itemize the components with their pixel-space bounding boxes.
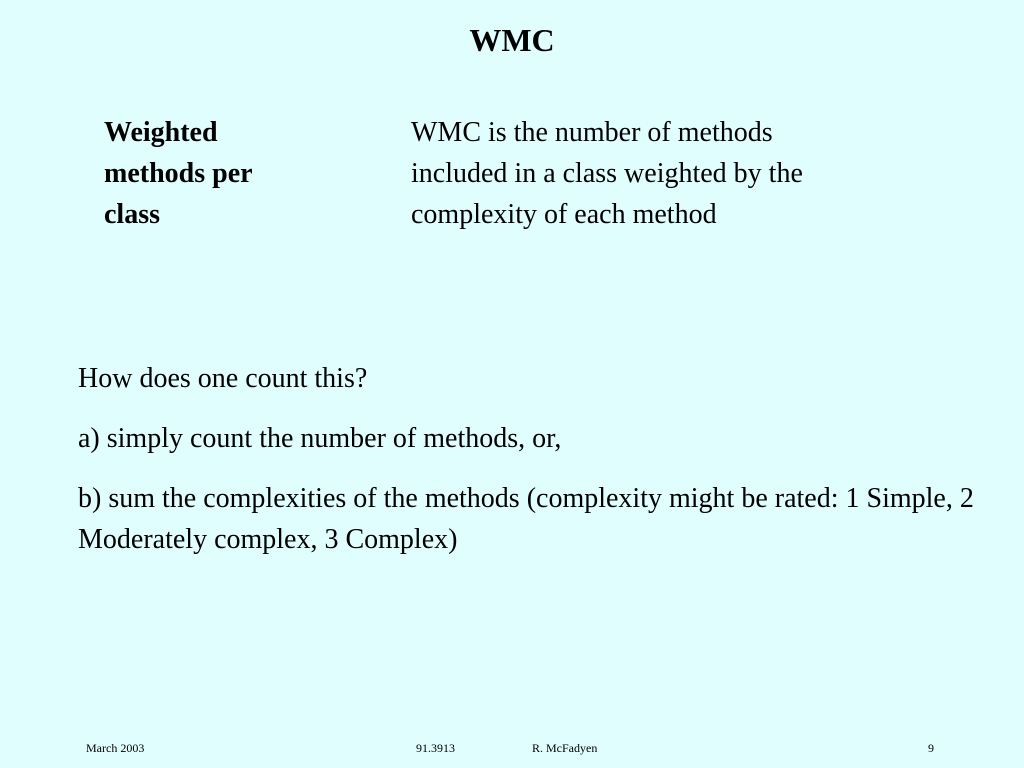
definition-line: included in a class weighted by the xyxy=(411,158,803,189)
footer-course: 91.3913 xyxy=(416,741,455,755)
definition-line: complexity of each method xyxy=(411,199,717,230)
question-text: How does one count this? xyxy=(78,363,368,394)
body-text xyxy=(78,358,978,579)
slide-title: WMC xyxy=(469,22,555,58)
definition-term xyxy=(104,112,364,235)
term-line: methods per xyxy=(104,158,253,189)
page-number: 9 xyxy=(928,741,934,755)
definition-text xyxy=(411,112,971,235)
footer-date: March 2003 xyxy=(86,741,145,755)
term-line: class xyxy=(104,199,160,230)
footer-author: R. McFadyen xyxy=(532,741,598,755)
term-line: Weighted xyxy=(104,117,218,148)
definition-line: WMC is the number of methods xyxy=(411,117,773,148)
option-b-text: b) sum the complexities of the methods (complexity might be rated: 1 Simple, 2 Moderately complex, 3 Complex) xyxy=(78,483,974,555)
option-a-text: a) simply count the number of methods, or, xyxy=(78,423,562,454)
